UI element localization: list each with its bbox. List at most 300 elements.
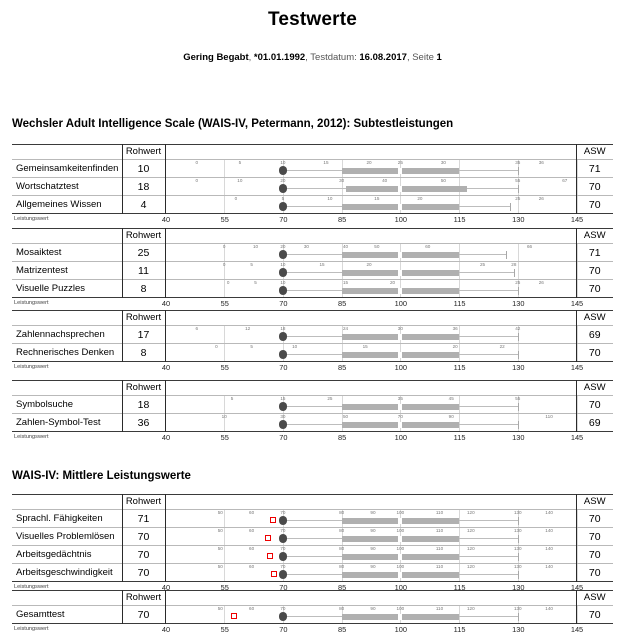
row-asw-value: 70	[576, 262, 613, 280]
table-row[interactable]	[12, 528, 613, 546]
table-row[interactable]	[12, 344, 613, 362]
raw-scale-tick-label: 80	[339, 545, 345, 551]
testdate-label: Testdatum:	[310, 52, 357, 63]
table-row[interactable]	[12, 606, 613, 624]
row-label: Matrizentest	[12, 262, 122, 280]
row-chart-cell	[165, 262, 576, 280]
row-asw-value: 70	[576, 178, 613, 196]
section-title-index: WAIS-IV: Mittlere Leistungswerte	[12, 470, 191, 482]
whisker-cap	[518, 553, 519, 561]
table-row[interactable]	[12, 396, 613, 414]
score-dot	[279, 516, 287, 524]
raw-scale-tick-label: 50	[440, 177, 446, 183]
table-row[interactable]	[12, 160, 613, 178]
raw-scale-tick-label: 12	[245, 325, 251, 331]
raw-scale-tick-label: 70	[280, 527, 286, 533]
column-header-asw: ASW	[576, 381, 613, 396]
row-rohwert-value: 70	[122, 564, 165, 582]
patient-birthdate: *01.01.1992	[253, 52, 306, 63]
axis-tick-label: 85	[338, 583, 347, 592]
raw-scale-tick-label: 50	[217, 605, 223, 611]
gridline	[224, 280, 225, 297]
confidence-marker	[270, 517, 276, 523]
axis-tick-label: 55	[220, 215, 229, 224]
raw-scale-tick-label: 120	[466, 605, 475, 611]
raw-scale-tick-label: 5	[230, 395, 234, 401]
row-asw-value: 70	[576, 528, 613, 546]
row-chart-cell	[165, 396, 576, 414]
row-asw-value: 70	[576, 196, 613, 214]
raw-scale-tick-label: 25	[515, 195, 521, 201]
axis-tick-label: 100	[394, 625, 408, 634]
row-rohwert-value: 18	[122, 396, 165, 414]
gridline	[577, 528, 578, 545]
score-block-total-score	[12, 590, 613, 637]
gridline	[577, 196, 578, 213]
axis-tick-label: 55	[220, 433, 229, 442]
raw-scale-tick-label: 5	[281, 195, 285, 201]
whisker-cap	[514, 269, 515, 277]
median-marker	[398, 168, 402, 174]
raw-scale-tick-label: 0	[222, 243, 226, 249]
gridline	[224, 606, 225, 623]
table-row[interactable]	[12, 546, 613, 564]
raw-scale-tick-label: 110	[545, 413, 553, 419]
score-dot	[279, 286, 287, 294]
score-dot	[279, 350, 287, 358]
raw-scale-tick-label: 20	[280, 177, 286, 183]
row-asw-value: 71	[576, 160, 613, 178]
score-table	[12, 144, 613, 214]
axis-tick-label: 85	[338, 299, 347, 308]
raw-scale-tick-label: 0	[226, 279, 230, 285]
column-header-rohwert: Rohwert	[122, 145, 165, 160]
raw-scale-tick-label: 90	[370, 509, 376, 515]
axis-tick-label: 100	[394, 299, 408, 308]
raw-scale-tick-label: 40	[382, 177, 388, 183]
gridline	[577, 344, 578, 361]
score-plot	[166, 510, 577, 527]
raw-scale-tick-label: 140	[545, 605, 553, 611]
raw-scale-tick-label: 22	[499, 343, 505, 349]
axis-tick-label: 70	[279, 433, 288, 442]
raw-scale-tick-label: 5	[250, 261, 253, 267]
whisker-cap	[518, 571, 519, 579]
median-marker	[398, 252, 402, 258]
raw-scale-tick-label: 40	[342, 243, 349, 249]
gridline	[459, 280, 460, 297]
raw-scale-tick-label: 15	[374, 195, 380, 201]
raw-scale-tick-label: 50	[217, 563, 223, 569]
whisker-cap	[518, 421, 519, 429]
section-subtests	[0, 118, 453, 137]
raw-scale-tick-label: 35	[515, 159, 521, 165]
median-marker	[398, 186, 402, 192]
row-chart-cell	[165, 344, 576, 362]
normal-range-band	[346, 186, 467, 192]
axis-tick-label: 130	[512, 363, 525, 372]
whisker-cap	[506, 251, 507, 259]
raw-scale-tick-label: 120	[466, 509, 475, 515]
row-chart-cell	[165, 546, 576, 564]
whisker-cap	[518, 185, 519, 193]
column-header-asw: ASW	[576, 591, 613, 606]
median-marker	[398, 554, 402, 560]
row-rohwert-value: 8	[122, 344, 165, 362]
table-header-row	[12, 381, 613, 396]
column-header-asw: ASW	[576, 229, 613, 244]
row-label: Symbolsuche	[12, 396, 122, 414]
raw-scale-tick-label: 100	[396, 605, 405, 611]
table-row[interactable]	[12, 564, 613, 582]
axis-caption: Leistungswert	[14, 584, 49, 590]
score-plot	[166, 414, 577, 431]
table-header-row	[12, 229, 613, 244]
raw-scale-tick-label: 110	[435, 563, 444, 569]
row-asw-value: 69	[576, 326, 613, 344]
score-dot	[279, 250, 287, 258]
whisker-cap	[518, 287, 519, 295]
row-asw-value: 70	[576, 344, 613, 362]
axis-tick-label: 85	[338, 215, 347, 224]
score-dot	[279, 184, 287, 192]
raw-scale-tick-label: 140	[545, 545, 553, 551]
raw-scale-tick-label: 45	[448, 395, 454, 401]
table-row[interactable]	[12, 244, 613, 262]
raw-scale-tick-label: 130	[513, 563, 522, 569]
score-dot	[279, 552, 287, 560]
header-chart-spacer	[165, 311, 576, 326]
median-marker	[398, 404, 402, 410]
axis-tick-label: 85	[338, 433, 347, 442]
column-header-asw: ASW	[576, 311, 613, 326]
axis-caption: Leistungswert	[14, 434, 49, 440]
row-label: Wortschatztest	[12, 178, 122, 196]
raw-scale-tick-label: 90	[370, 527, 376, 533]
score-dot	[279, 332, 287, 340]
raw-scale-tick-label: 10	[237, 177, 243, 183]
gridline	[577, 546, 578, 563]
score-plot	[166, 244, 577, 261]
score-plot	[166, 262, 577, 279]
raw-scale-tick-label: 10	[280, 159, 286, 165]
raw-scale-tick-label: 60	[249, 509, 255, 515]
header-spacer	[12, 495, 122, 510]
gridline	[459, 528, 460, 545]
axis-tick-label: 145	[570, 625, 584, 634]
row-label: Gemeinsamkeitenfinden	[12, 160, 122, 178]
raw-scale-tick-label: 20	[366, 261, 372, 267]
column-header-rohwert: Rohwert	[122, 381, 165, 396]
axis-tick-label: 115	[453, 299, 466, 308]
row-asw-value: 70	[576, 606, 613, 624]
median-marker	[398, 422, 402, 428]
row-chart-cell	[165, 196, 576, 214]
raw-scale-tick-label: 100	[396, 545, 405, 551]
raw-scale-tick-label: 80	[339, 527, 345, 533]
axis-tick-label: 130	[512, 299, 525, 308]
row-asw-value: 70	[576, 564, 613, 582]
table-row[interactable]	[12, 262, 613, 280]
axis-tick-label: 115	[453, 625, 466, 634]
patient-info-line: Gering Begabt, *01.01.1992, Testdatum: 16.08.2017, Seite 1	[183, 52, 442, 63]
axis-tick-label: 40	[161, 625, 171, 634]
header-spacer	[12, 311, 122, 326]
gridline	[577, 326, 578, 343]
raw-scale-tick-label: 60	[249, 527, 255, 533]
row-chart-cell	[165, 326, 576, 344]
gridline	[577, 510, 578, 527]
axis-tick-label: 70	[279, 363, 288, 372]
raw-scale-tick-label: 15	[319, 261, 325, 267]
gridline	[459, 606, 460, 623]
median-marker	[398, 536, 402, 542]
axis-tick-label: 55	[220, 625, 229, 634]
confidence-marker	[265, 535, 271, 541]
raw-scale-tick-label: 50	[217, 545, 223, 551]
table-row[interactable]	[12, 196, 613, 214]
header-chart-spacer	[165, 495, 576, 510]
raw-scale-tick-label: 5	[238, 159, 242, 165]
score-plot	[166, 546, 577, 563]
raw-scale-tick-label: 100	[396, 527, 405, 533]
axis-strip	[12, 432, 613, 445]
axis-tick-label: 115	[453, 363, 466, 372]
whisker-cap	[518, 517, 519, 525]
gridline	[577, 564, 578, 581]
score-plot	[166, 196, 577, 213]
axis-tick-label: 115	[453, 433, 466, 442]
raw-scale-tick-label: 28	[511, 261, 517, 267]
row-rohwert-value: 8	[122, 280, 165, 298]
raw-scale-tick-label: 10	[327, 195, 333, 201]
gridline	[577, 178, 578, 195]
raw-scale-tick-label: 50	[374, 243, 380, 249]
score-plot	[166, 528, 577, 545]
table-row[interactable]	[12, 280, 613, 298]
raw-scale-tick-label: 18	[280, 325, 286, 331]
raw-scale-tick-label: 5	[250, 343, 253, 349]
raw-scale-tick-label: 70	[280, 605, 286, 611]
raw-scale-tick-label: 20	[389, 279, 396, 285]
raw-scale-tick-label: 140	[545, 563, 553, 569]
gridline	[224, 396, 225, 413]
axis-tick-label: 130	[512, 625, 525, 634]
axis-tick-label: 70	[279, 215, 288, 224]
raw-scale-tick-label: 25	[397, 159, 403, 165]
raw-scale-tick-label: 50	[342, 413, 349, 419]
raw-scale-tick-label: 25	[327, 395, 333, 401]
gridline	[224, 528, 225, 545]
row-label: Arbeitsgeschwindigkeit	[12, 564, 122, 582]
row-label: Zahlen-Symbol-Test	[12, 414, 122, 432]
header-chart-spacer	[165, 145, 576, 160]
raw-scale-tick-label: 80	[339, 563, 345, 569]
raw-scale-tick-label: 24	[342, 325, 349, 331]
raw-scale-tick-label: 15	[323, 159, 329, 165]
raw-scale-tick-label: 60	[249, 605, 255, 611]
row-rohwert-value: 10	[122, 160, 165, 178]
row-chart-cell	[165, 414, 576, 432]
raw-scale-tick-label: 60	[249, 545, 255, 551]
table-header-row	[12, 591, 613, 606]
raw-scale-tick-label: 130	[513, 605, 522, 611]
score-block-index-scores	[12, 494, 613, 595]
score-table	[12, 380, 613, 432]
gridline	[224, 196, 225, 213]
row-asw-value: 70	[576, 510, 613, 528]
raw-scale-tick-label: 55	[515, 177, 521, 183]
table-header-row	[12, 311, 613, 326]
score-dot	[279, 534, 287, 542]
median-marker	[398, 270, 402, 276]
raw-scale-tick-label: 100	[396, 509, 405, 515]
header-spacer	[12, 145, 122, 160]
table-row[interactable]	[12, 510, 613, 528]
axis-strip	[12, 362, 613, 375]
axis-tick-label: 85	[338, 625, 347, 634]
raw-scale-tick-label: 0	[234, 195, 238, 201]
score-table	[12, 494, 613, 582]
score-dot	[279, 570, 287, 578]
axis-tick-label: 145	[570, 299, 584, 308]
row-rohwert-value: 70	[122, 546, 165, 564]
raw-scale-tick-label: 70	[397, 413, 403, 419]
confidence-marker	[231, 613, 237, 619]
median-marker	[398, 614, 402, 620]
score-block-perceptual-reasoning	[12, 228, 613, 311]
raw-scale-tick-label: 42	[515, 325, 521, 331]
raw-scale-tick-label: 36	[452, 325, 458, 331]
section-index	[0, 470, 191, 489]
raw-scale-tick-label: 120	[466, 545, 475, 551]
axis-tick-label: 100	[394, 433, 408, 442]
raw-scale-tick-label: 100	[396, 563, 405, 569]
raw-scale-tick-label: 10	[221, 413, 227, 419]
row-label: Allgemeines Wissen	[12, 196, 122, 214]
raw-scale-tick-label: 20	[452, 343, 458, 349]
gridline	[518, 262, 519, 279]
raw-scale-tick-label: 5	[254, 279, 257, 285]
gridline	[224, 546, 225, 563]
axis-tick-label: 100	[394, 583, 408, 592]
row-label: Gesamttest	[12, 606, 122, 624]
row-rohwert-value: 70	[122, 528, 165, 546]
score-table	[12, 310, 613, 362]
gridline	[459, 244, 460, 261]
score-block-processing-speed	[12, 380, 613, 445]
raw-scale-tick-label: 10	[252, 243, 259, 249]
axis-tick-label: 130	[512, 215, 525, 224]
whisker-cap	[518, 403, 519, 411]
axis-tick-label: 40	[161, 215, 171, 224]
axis-strip	[12, 624, 613, 637]
gridline	[459, 160, 460, 177]
gridline	[459, 196, 460, 213]
gridline	[224, 326, 225, 343]
score-dot	[279, 268, 287, 276]
row-rohwert-value: 25	[122, 244, 165, 262]
row-rohwert-value: 71	[122, 510, 165, 528]
column-header-asw: ASW	[576, 145, 613, 160]
score-table	[12, 590, 613, 624]
whisker-cap	[510, 203, 511, 211]
gridline	[459, 262, 460, 279]
row-chart-cell	[165, 178, 576, 196]
header-chart-spacer	[165, 229, 576, 244]
score-dot	[279, 166, 287, 174]
raw-scale-tick-label: 26	[538, 279, 544, 285]
table-header-row	[12, 495, 613, 510]
gridline	[577, 606, 578, 623]
row-chart-cell	[165, 606, 576, 624]
row-label: Rechnerisches Denken	[12, 344, 122, 362]
score-dot	[279, 202, 287, 210]
raw-scale-tick-label: 90	[448, 413, 454, 419]
gridline	[459, 414, 460, 431]
table-row[interactable]	[12, 414, 613, 432]
gridline	[224, 344, 225, 361]
raw-scale-tick-label: 50	[217, 509, 223, 515]
row-label: Sprachl. Fähigkeiten	[12, 510, 122, 528]
table-row[interactable]	[12, 178, 613, 196]
median-marker	[398, 352, 402, 358]
row-chart-cell	[165, 564, 576, 582]
page-title: Testwerte	[267, 9, 358, 30]
section-title-subtests: Wechsler Adult Intelligence Scale (WAIS-IV, Petermann, 2012): Subtestleistungen	[12, 118, 454, 130]
gridline	[459, 510, 460, 527]
score-dot	[279, 612, 287, 620]
raw-scale-tick-label: 120	[466, 563, 475, 569]
raw-scale-tick-label: 80	[339, 509, 345, 515]
raw-scale-tick-label: 26	[538, 195, 544, 201]
raw-scale-tick-label: 30	[280, 413, 286, 419]
median-marker	[398, 518, 402, 524]
gridline	[577, 414, 578, 431]
table-row[interactable]	[12, 326, 613, 344]
confidence-marker	[267, 553, 273, 559]
axis-tick-label: 55	[220, 363, 229, 372]
raw-scale-tick-label: 67	[562, 177, 568, 183]
raw-scale-tick-label: 90	[370, 545, 376, 551]
row-rohwert-value: 11	[122, 262, 165, 280]
score-plot	[166, 160, 577, 177]
gridline	[577, 262, 578, 279]
whisker-cap	[518, 167, 519, 175]
gridline	[459, 546, 460, 563]
raw-scale-tick-label: 6	[195, 325, 199, 331]
raw-scale-tick-label: 36	[538, 159, 544, 165]
raw-scale-tick-label: 25	[515, 279, 521, 285]
axis-tick-label: 40	[161, 299, 171, 308]
score-table	[12, 228, 613, 298]
score-plot	[166, 178, 577, 195]
gridline	[577, 244, 578, 261]
gridline	[577, 160, 578, 177]
score-plot	[166, 344, 577, 361]
score-plot	[166, 564, 577, 581]
column-header-rohwert: Rohwert	[122, 311, 165, 326]
header-spacer	[12, 381, 122, 396]
score-plot	[166, 606, 577, 623]
raw-scale-tick-label: 110	[435, 605, 444, 611]
raw-scale-tick-label: 0	[222, 261, 226, 267]
raw-scale-tick-label: 70	[280, 509, 286, 515]
page-number: 1	[436, 52, 442, 63]
axis-caption: Leistungswert	[14, 216, 49, 222]
score-block-working-memory	[12, 310, 613, 375]
gridline	[224, 510, 225, 527]
